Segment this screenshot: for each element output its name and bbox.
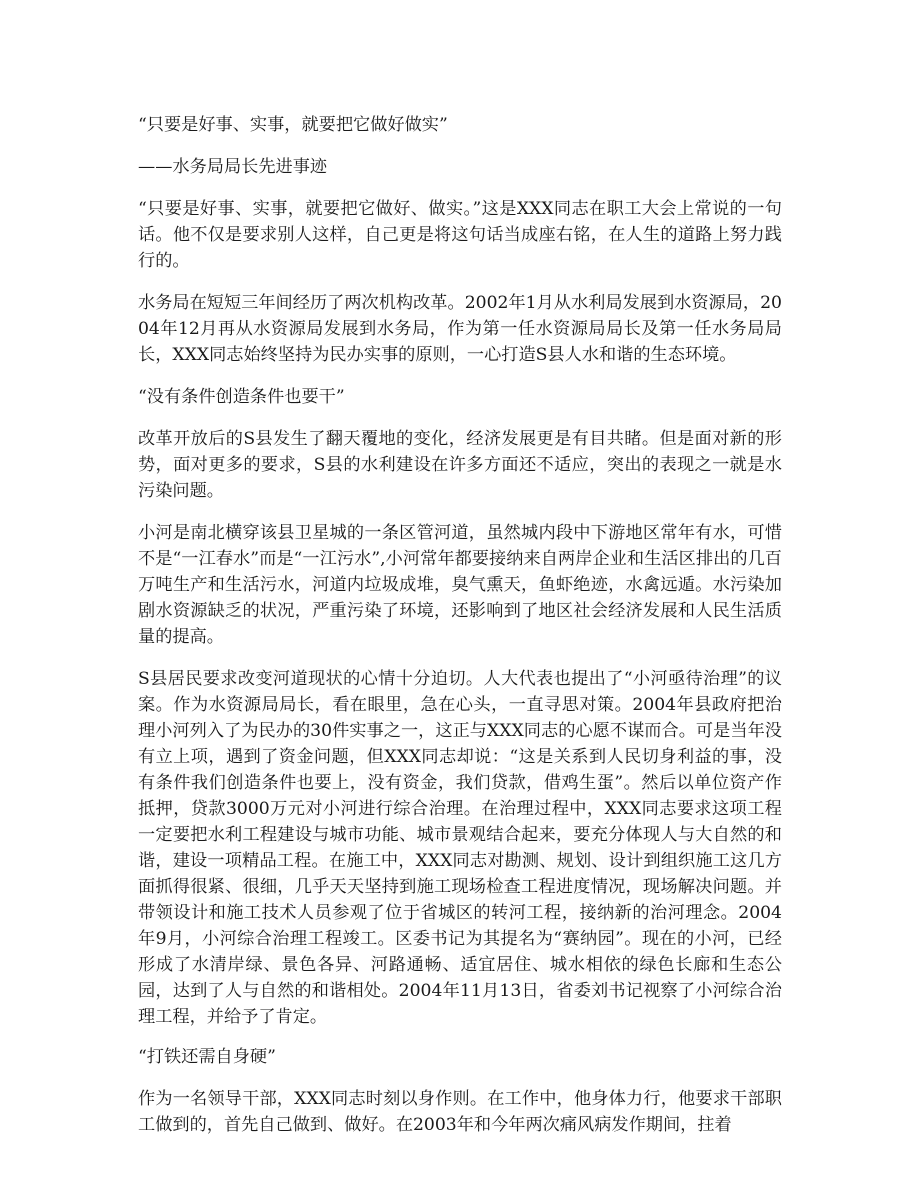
paragraph-river: 小河是南北横穿该县卫星城的一条区管河道，虽然城内段中下游地区常年有水，可惜不是“一江春水”而是“一江污水”,小河常年都要接纳来自两岸企业和生活区排出的几百万吨生产和生活污水，河道内垃圾成堆，臭气熏天，鱼虾绝迹，水禽远遁。水污染加剧水资源缺乏的状况，严重污染了环境，还影响到了地区社会经济发展和人民生活质量的提高。: [138, 523, 782, 647]
section-heading-self: “打铁还需自身硬”: [138, 1047, 276, 1067]
document-title: “只要是好事、实事，就要把它做好做实”: [138, 115, 448, 135]
paragraph-treatment: S县居民要求改变河道现状的心情十分迫切。人大代表也提出了“小河亟待治理”的议案。作为水资源局局长，看在眼里，急在心头，一直寻思对策。2004年县政府把治理小河列入了为民办的30件实事之一，这正与XXX同志的心愿不谋而合。可是当年没有立上项，遇到了资金问题，但XXX同志却说：“这是关系到人民切身利益的事，没有条件我们创造条件也要上，没有资金，我们贷款，借鸡生蛋”。然后以单位资产作抵押，贷款3000万元对小河进行综合治理。在治理过程中，XXX同志要求这项工程一定要把水利工程建设与城市功能、城市景观结合起来，要充分体现人与大自然的和谐，建设一项精品工程。在施工中，XXX同志对勘测、规划、设计到组织施工这几方面抓得很紧、很细，几乎天天坚持到施工现场检查工程进度情况，现场解决问题。并带领设计和施工技术人员参观了位于省城区的转河工程，接纳新的治河理念。2004年9月，小河综合治理工程竣工。区委书记为其提名为“赛纳园”。现在的小河，已经形成了水清岸绿、景色各异、河路通畅、适宜居住、城水相依的绿色长廊和生态公园，达到了人与自然的和谐相处。2004年11月13日，省委刘书记视察了小河综合治理工程，并给予了肯定。: [138, 669, 782, 1027]
section-heading-conditions: “没有条件创造条件也要干”: [138, 387, 345, 407]
paragraph-example: 作为一名领导干部，XXX同志时刻以身作则。在工作中，他身体力行，他要求干部职工做到的，首先自己做到、做好。在2003年和今年两次痛风病发作期间，拄着: [138, 1089, 782, 1135]
paragraph-reform: 水务局在短短三年间经历了两次机构改革。2002年1月从水利局发展到水资源局，2004年12月再从水资源局发展到水务局，作为第一任水资源局局长及第一任水务局局长，XXX同志始终坚持为民办实事的原则，一心打造S县人水和谐的生态环境。: [138, 293, 782, 365]
document-page: [138, 112, 782, 1154]
paragraph-pollution: 改革开放后的S县发生了翻天覆地的变化，经济发展更是有目共睹。但是面对新的形势，面对更多的要求，S县的水利建设在许多方面还不适应，突出的表现之一就是水污染问题。: [138, 429, 782, 501]
document-subtitle: ——水务局局长先进事迹: [138, 157, 328, 177]
paragraph-intro: “只要是好事、实事，就要把它做好、做实。”这是XXX同志在职工大会上常说的一句话。他不仅是要求别人这样，自己更是将这句话当成座右铭，在人生的道路上努力践行的。: [138, 199, 782, 271]
